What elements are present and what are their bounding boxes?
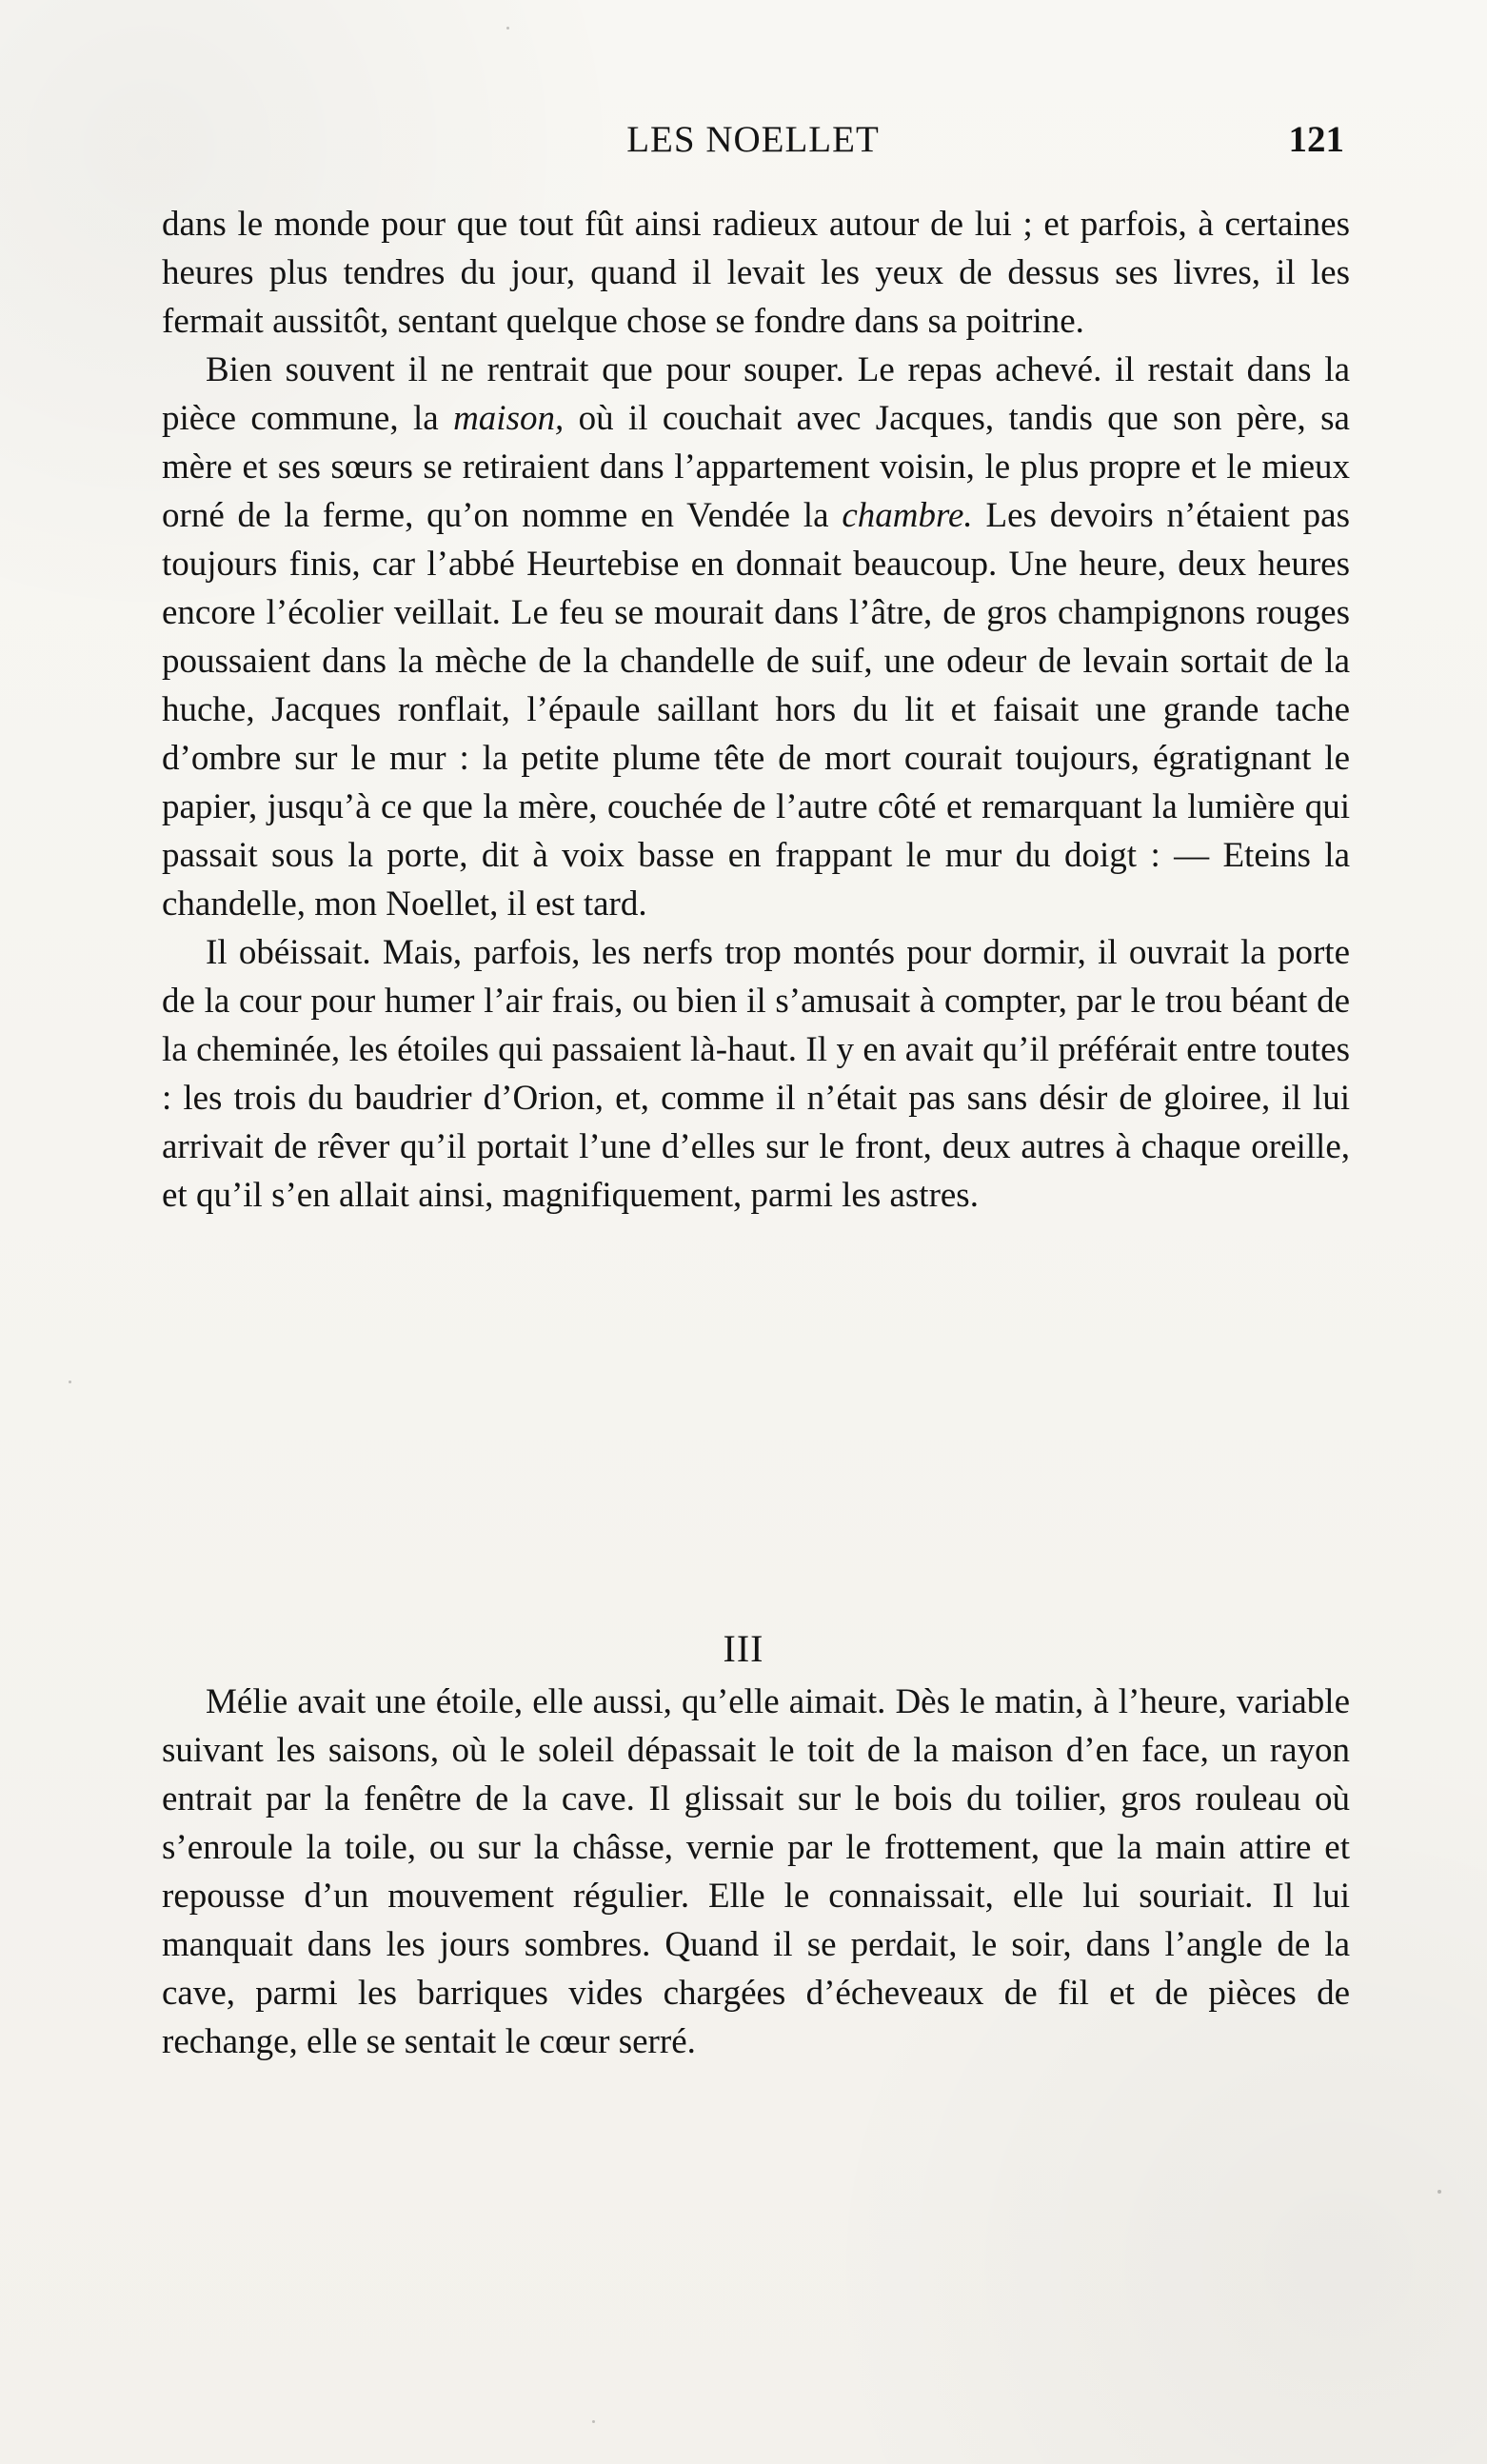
page-speck <box>69 1381 71 1383</box>
paragraph-2-part-2: où il couchait avec Jacques, tandis que son père, sa mère et ses sœurs se retiraient dans l’appartement voisin, le plus propre et le mieux orné de la ferme, qu’on nomme en Vendée la <box>162 399 1350 535</box>
page-speck <box>1437 2190 1441 2194</box>
page-header <box>162 118 1344 175</box>
paragraph-4: Mélie avait une étoile, elle aussi, qu’elle aimait. Dès le matin, à l’heure, variable suivant les saisons, où le soleil dépassait le toit de la maison d’en face, un rayon entrait par la fenêtre de la cave. Il glissait sur le bois du toilier, gros rouleau où s’enroule la toile, ou sur la châsse, vernie par le frottement, que la main attire et repousse d’un mouvement régulier. Elle le connaissait, elle lui souriait. Il lui manquait dans les jours sombres. Quand il se perdait, le soir, dans l’angle de la cave, parmi les barriques vides chargées d’écheveaux de fil et de pièces de rechange, elle se sentait le cœur serré. <box>162 1682 1350 2061</box>
text-section-two <box>162 1678 1350 2066</box>
maison-italic: maison, <box>453 399 565 438</box>
page-speck <box>506 27 509 30</box>
running-title: LES NOELLET <box>626 119 880 160</box>
paragraph-3: Il obéissait. Mais, parfois, les nerfs trop montés pour dormir, il ouvrait la porte de la cour pour humer l’air frais, ou bien il s’amusait à compter, par le trou béant de la cheminée, les étoiles qui passaient là-haut. Il y en avait qu’il préférait entre toutes : les trois du baudrier d’Orion, et, comme il n’était pas sans désir de gloiree, il lui arrivait de rêver qu’il portait l’une d’elles sur le front, deux autres à chaque oreille, et qu’il s’en allait ainsi, magnifiquement, parmi les astres. <box>162 933 1350 1215</box>
chambre-italic: chambre. <box>842 496 973 535</box>
paragraph-2 <box>162 346 1350 928</box>
paragraph-2-part-1: Bien souvent il ne rentrait que pour souper. Le repas achevé. il restait dans la pièce commune, la <box>162 350 1350 438</box>
paragraph-2-part-3: Les devoirs n’étaient pas toujours finis, car l’abbé Heurtebise en donnait beaucoup. Une heure, deux heures encore l’écolier veillait. Le feu se mourait dans l’âtre, de gros champignons rouges poussaient dans la mèche de la chandelle de suif, une odeur de levain sortait de la huche, Jacques ronflait, l’épaule saillant hors du lit et faisait une grande tache d’ombre sur le mur : la petite plume tête de mort courait toujours, égratignant le papier, jusqu’à ce que la mère, couchée de l’autre côté et remarquant la lumière qui passait sous la porte, dit à voix basse en frappant le mur du doigt : — Eteins la chandelle, mon Noellet, il est tard. <box>162 496 1351 924</box>
text-section-one <box>162 200 1350 1220</box>
page-number: 121 <box>1288 119 1344 160</box>
chapter-heading: III <box>723 1627 764 1670</box>
page-speck <box>592 2420 595 2423</box>
paragraph-1: dans le monde pour que tout fût ainsi radieux autour de lui ; et parfois, à certaines heures plus tendres du jour, quand il levait les yeux de dessus ses livres, il les fermait aussitôt, sentant quelque chose se fondre dans sa poitrine. <box>162 205 1350 341</box>
